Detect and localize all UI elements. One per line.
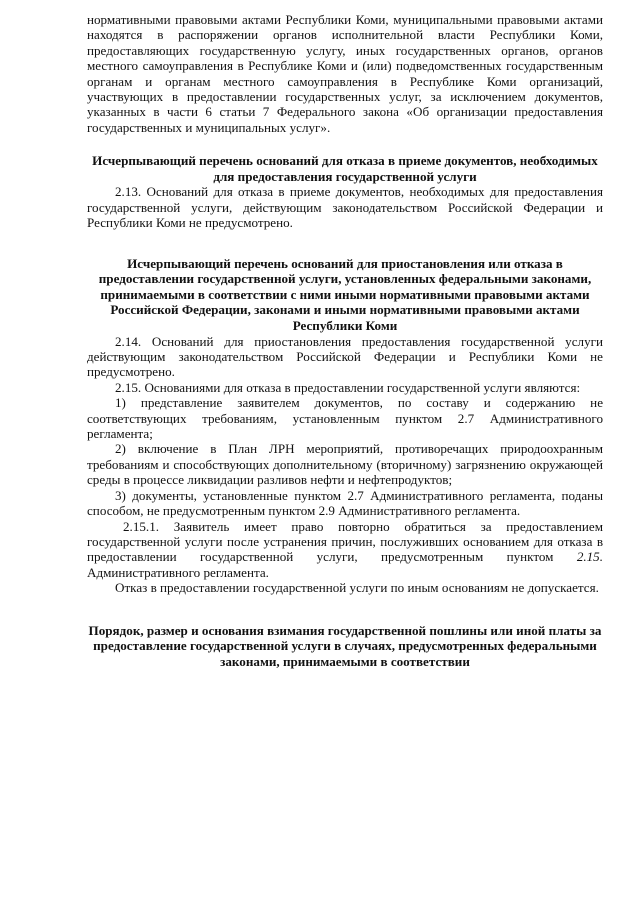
list-item-2: 2) включение в План ЛРН мероприятий, противоречащих природоохранным требованиям и способствующих дополнительному (вторичному) загрязнению окружающей среды в процессе ликвидации разливов нефти и нефтепродуктов; (87, 441, 603, 488)
section-heading-suspension-refusal: Исчерпывающий перечень оснований для приостановления или отказа в предоставлении государственной услуги, установленных федеральными законами, принимаемыми в соответствии с ними иными нормативными правовыми актами Российской Федерации, законами и иными нормативными правовыми актами Республики Коми (98, 255, 592, 334)
paragraph-refusal-other-grounds: Отказ в предоставлении государственной услуги по иным основаниям не допускается. (115, 580, 599, 596)
paragraph-2-15: 2.15. Основаниями для отказа в предоставлении государственной услуги являются: (115, 379, 581, 395)
intro-paragraph: нормативными правовыми актами Республики Коми, муниципальными правовыми актами находятся в распоряжении органов исполнительной власти Республики Коми, предоставляющих государственную услугу, иных государственных органов, органов местного самоуправления в Республике Коми и (или) подведомственных государственным органам и органам местного самоуправления в Республике Коми организаций, участвующих в предоставлении государственных услуг, за исключением документов, указанных в части 6 статьи 7 Федерального закона «Об организации предоставления государственных и муниципальных услуг». (87, 12, 603, 135)
list-item-1: 1) представление заявителем документов, по составу и содержанию не соответствующих требованиям, установленным пунктом 2.7 Административного регламента; (87, 395, 603, 442)
paragraph-2-15-1 (87, 519, 603, 581)
paragraph-2-13: 2.13. Оснований для отказа в приеме документов, необходимых для предоставления государственной услуги, действующим законодательством Российской Федерации и Республики Коми не предусмотрено. (87, 184, 603, 231)
paragraph-2-14: 2.14. Оснований для приостановления предоставления государственной услуги действующим законодательством Российской Федерации и Республики Коми не предусмотрено. (87, 333, 603, 380)
paragraph-2-15-1-reference: 2.15. (576, 549, 603, 565)
document-page (87, 12, 603, 669)
paragraph-2-15-1-text: 2.15.1. Заявитель имеет право повторно обратиться за предоставлением государственной услуги после устранения причин, послуживших основанием для отказа в предоставлении государственной услуги, предусмотренным пунктом (87, 518, 603, 565)
paragraph-2-15-1-tail: Административного регламента. (87, 564, 269, 580)
section-heading-state-fee: Порядок, размер и основания взимания государственной пошлины или иной платы за предоставление государственной услуги в случаях, предусмотренных федеральными законами, принимаемыми в соответствии (88, 622, 602, 669)
list-item-3: 3) документы, установленные пунктом 2.7 Административного регламента, поданы способом, не предусмотренным пунктом 2.9 Административного регламента. (87, 487, 603, 519)
section-heading-refusal-acceptance: Исчерпывающий перечень оснований для отказа в приеме документов, необходимых для предоставления государственной услуги (92, 153, 598, 184)
